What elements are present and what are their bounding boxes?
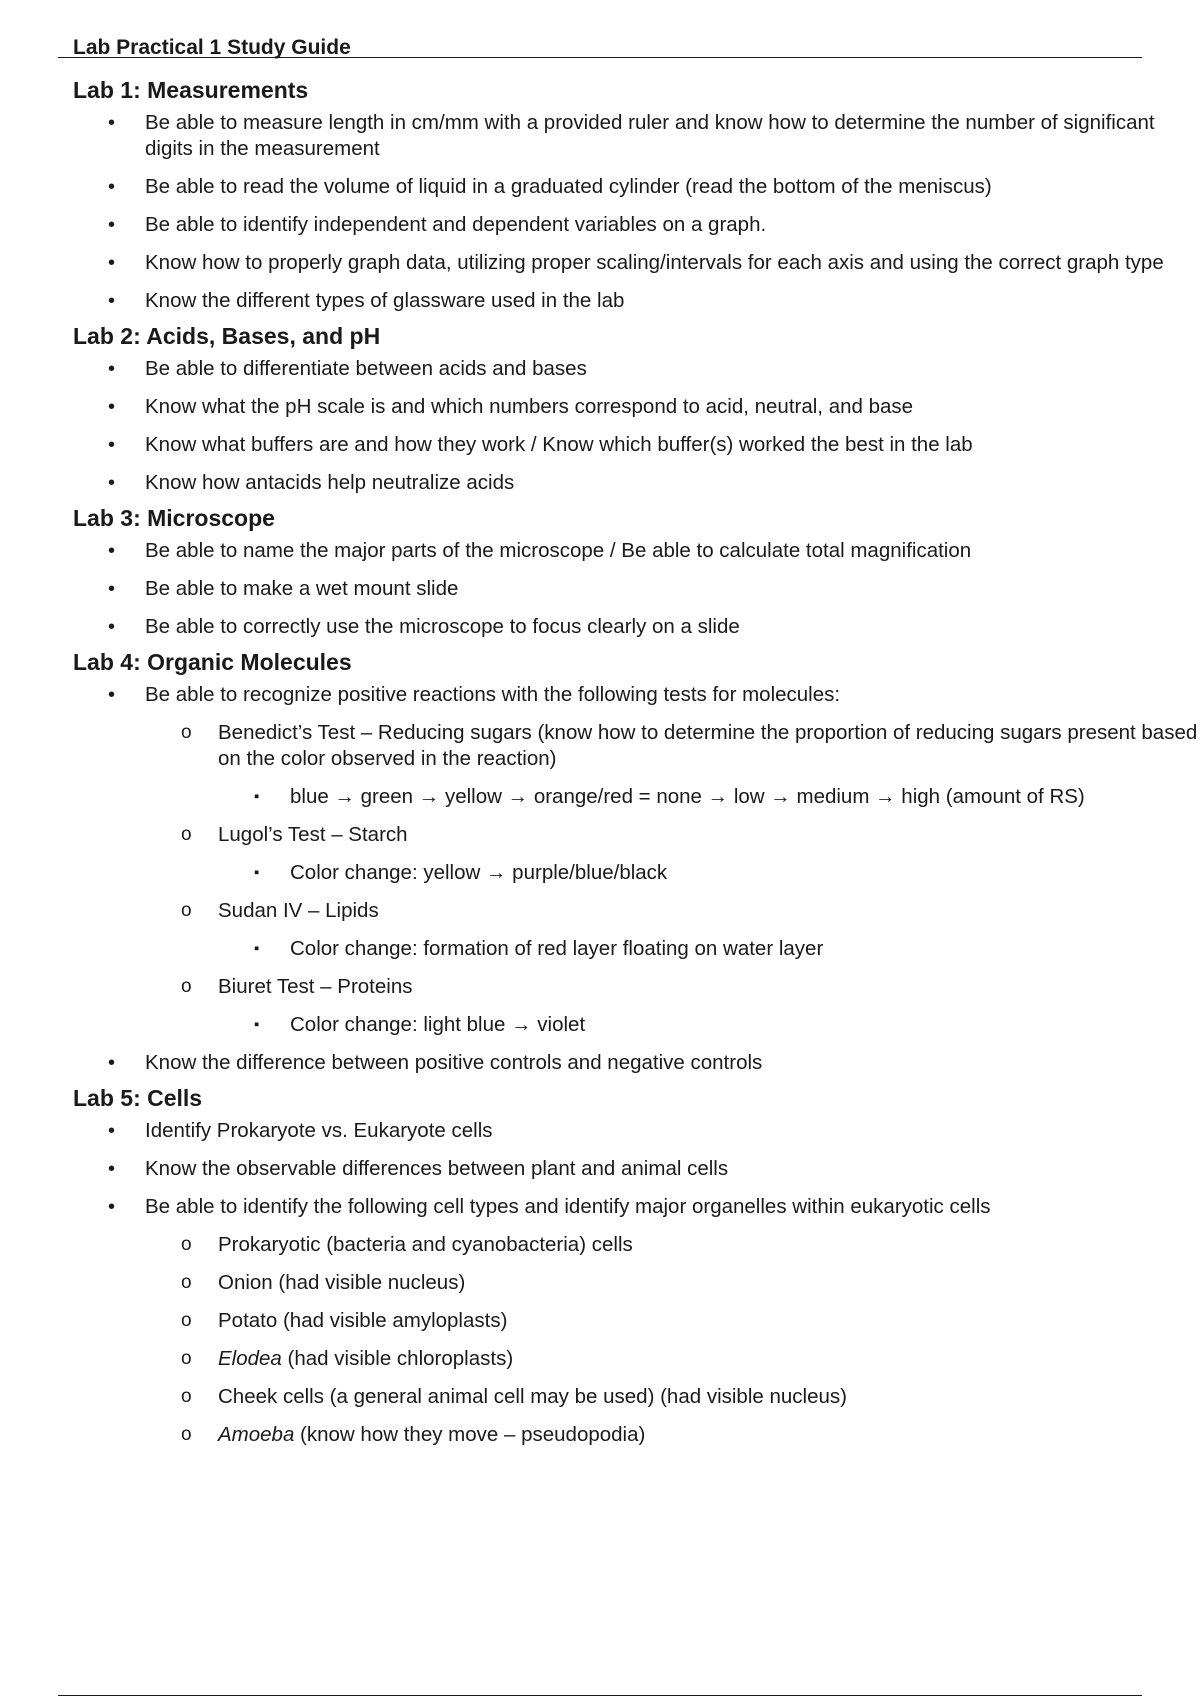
- cell-type-species: Amoeba: [218, 1423, 295, 1446]
- list-item-text: Know what the pH scale is and which numbers correspond to acid, neutral, and base: [145, 395, 914, 418]
- list-item: [108, 1046, 1200, 1084]
- document-body: [73, 76, 1198, 1456]
- bullet-icon: •: [108, 1196, 116, 1218]
- list-item-text: Be able to identify independent and dependent variables on a graph.: [145, 213, 767, 236]
- test-name: Lugol’s Test – Starch: [218, 823, 408, 846]
- cell-type-species: Elodea: [218, 1347, 282, 1370]
- list-item-text: Know how antacids help neutralize acids: [145, 471, 515, 494]
- bullet-icon: •: [108, 578, 116, 600]
- list-item: [108, 428, 1200, 466]
- list-item: [108, 246, 1200, 284]
- list-item: [108, 170, 1200, 208]
- list-item: [108, 1190, 1200, 1228]
- square-bullet-icon: ▪: [254, 864, 260, 881]
- sub-list-item: [181, 1266, 1200, 1304]
- circle-bullet-icon: o: [181, 1234, 192, 1255]
- test-name: Biuret Test – Proteins: [218, 975, 413, 998]
- bullet-icon: •: [108, 176, 116, 198]
- sub-list-item: [181, 716, 1200, 780]
- cell-type-text: (know how they move – pseudopodia): [294, 1423, 646, 1446]
- title-underline: [58, 57, 1142, 58]
- list-item: [108, 572, 1200, 610]
- list-item-text: Be able to identify the following cell types and identify major organelles within eukaryotic cells: [145, 1195, 991, 1218]
- list-item-text: Be able to make a wet mount slide: [145, 577, 459, 600]
- bullet-icon: •: [108, 684, 116, 706]
- bullet-icon: •: [108, 214, 116, 236]
- test-detail: blue → green → yellow → orange/red = none → low → medium → high (amount of RS): [290, 785, 1085, 808]
- list-item-text: Be able to read the volume of liquid in a graduated cylinder (read the bottom of the meniscus): [145, 175, 992, 198]
- bullet-icon: •: [108, 472, 116, 494]
- test-name: Sudan IV – Lipids: [218, 899, 379, 922]
- test-detail: Color change: yellow → purple/blue/black: [290, 861, 668, 884]
- list-item-text: Be able to recognize positive reactions with the following tests for molecules:: [145, 683, 841, 706]
- sub-sub-list-item: [254, 932, 1200, 970]
- circle-bullet-icon: o: [181, 1272, 192, 1293]
- cell-type-text: Onion (had visible nucleus): [218, 1271, 466, 1294]
- circle-bullet-icon: o: [181, 1348, 192, 1369]
- list-item: [108, 678, 1200, 716]
- test-detail: Color change: formation of red layer floating on water layer: [290, 937, 824, 960]
- section-heading-lab1: Lab 1: Measurements: [73, 77, 309, 103]
- list-item-text: Know the difference between positive controls and negative controls: [145, 1051, 763, 1074]
- list-item-text: Be able to measure length in cm/mm with a provided ruler and know how to determine the number of significant digits in the measurement: [145, 111, 1155, 160]
- square-bullet-icon: ▪: [254, 940, 260, 957]
- cell-type-text: Potato (had visible amyloplasts): [218, 1309, 508, 1332]
- bullet-icon: •: [108, 112, 116, 134]
- bullet-icon: •: [108, 290, 116, 312]
- section-heading-lab2: Lab 2: Acids, Bases, and pH: [73, 323, 381, 349]
- test-detail: Color change: light blue → violet: [290, 1013, 586, 1036]
- list-item-text: Know how to properly graph data, utilizing proper scaling/intervals for each axis and using the correct graph type: [145, 251, 1164, 274]
- bullet-icon: •: [108, 1158, 116, 1180]
- list-item-text: Be able to name the major parts of the microscope / Be able to calculate total magnification: [145, 539, 972, 562]
- bullet-icon: •: [108, 1052, 116, 1074]
- list-item: [108, 352, 1200, 390]
- footer-rule: [58, 1695, 1142, 1696]
- page-title: Lab Practical 1 Study Guide: [73, 36, 351, 59]
- list-item: [108, 610, 1200, 648]
- list-item: [108, 284, 1200, 322]
- sub-list-item: [181, 1418, 1200, 1456]
- sub-list-item: [181, 970, 1200, 1008]
- sub-list-item: [181, 1342, 1200, 1380]
- circle-bullet-icon: o: [181, 1310, 192, 1331]
- list-item: [108, 208, 1200, 246]
- bullet-icon: •: [108, 434, 116, 456]
- list-item: [108, 390, 1200, 428]
- bullet-icon: •: [108, 540, 116, 562]
- circle-bullet-icon: o: [181, 824, 192, 845]
- sub-list-item: [181, 818, 1200, 856]
- cell-type-text: Cheek cells (a general animal cell may be used) (had visible nucleus): [218, 1385, 847, 1408]
- list-item-text: Know what buffers are and how they work / Know which buffer(s) worked the best in the lab: [145, 433, 973, 456]
- section-heading-lab5: Lab 5: Cells: [73, 1085, 203, 1111]
- circle-bullet-icon: o: [181, 976, 192, 997]
- bullet-icon: •: [108, 616, 116, 638]
- circle-bullet-icon: o: [181, 722, 192, 743]
- sub-sub-list-item: [254, 780, 1200, 818]
- sub-list-item: [181, 1304, 1200, 1342]
- bullet-icon: •: [108, 252, 116, 274]
- bullet-icon: •: [108, 1120, 116, 1142]
- test-name: Benedict’s Test – Reducing sugars (know how to determine the proportion of reducing sugars present based on the color observed in the reaction): [218, 721, 1198, 770]
- bullet-icon: •: [108, 396, 116, 418]
- cell-type-text: Prokaryotic (bacteria and cyanobacteria) cells: [218, 1233, 633, 1256]
- list-item: [108, 466, 1200, 504]
- circle-bullet-icon: o: [181, 1424, 192, 1445]
- list-item: [108, 106, 1200, 170]
- list-item: [108, 1152, 1200, 1190]
- section-heading-lab4: Lab 4: Organic Molecules: [73, 649, 352, 675]
- circle-bullet-icon: o: [181, 900, 192, 921]
- cell-type-text: (had visible chloroplasts): [281, 1347, 514, 1370]
- bullet-icon: •: [108, 358, 116, 380]
- square-bullet-icon: ▪: [254, 1016, 260, 1033]
- sub-list-item: [181, 1228, 1200, 1266]
- list-item-text: Be able to differentiate between acids and bases: [145, 357, 587, 380]
- list-item: [108, 1114, 1200, 1152]
- sub-sub-list-item: [254, 1008, 1200, 1046]
- list-item-text: Identify Prokaryote vs. Eukaryote cells: [145, 1119, 493, 1142]
- section-heading-lab3: Lab 3: Microscope: [73, 505, 275, 531]
- list-item-text: Be able to correctly use the microscope to focus clearly on a slide: [145, 615, 740, 638]
- square-bullet-icon: ▪: [254, 788, 260, 805]
- list-item: [108, 534, 1200, 572]
- sub-list-item: [181, 1380, 1200, 1418]
- list-item-text: Know the different types of glassware used in the lab: [145, 289, 625, 312]
- circle-bullet-icon: o: [181, 1386, 192, 1407]
- sub-sub-list-item: [254, 856, 1200, 894]
- sub-list-item: [181, 894, 1200, 932]
- list-item-text: Know the observable differences between plant and animal cells: [145, 1157, 729, 1180]
